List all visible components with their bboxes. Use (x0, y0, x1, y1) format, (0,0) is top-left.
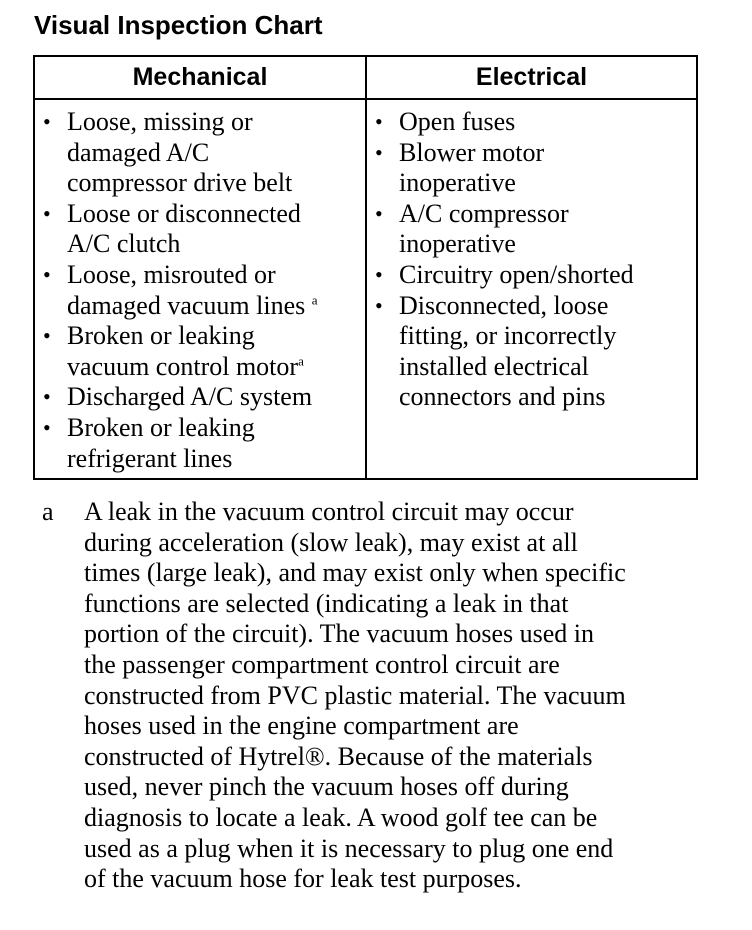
list-item (43, 321, 365, 382)
electrical-column (367, 100, 696, 478)
item-text: Broken or leaking vacuum control motor$^a$ (67, 321, 304, 381)
list-item (375, 291, 696, 413)
item-text: Loose, missing or damaged A/C compressor drive belt (67, 107, 293, 198)
item-text: A/C compressor inoperative (399, 198, 569, 259)
bullet: • (375, 109, 383, 134)
list-item (375, 138, 696, 199)
bullet: • (375, 200, 383, 226)
mechanical-column (35, 100, 367, 478)
bullet: • (375, 139, 383, 165)
bullet: • (43, 414, 51, 440)
bullet: • (43, 261, 51, 287)
footnote (42, 497, 702, 895)
mechanical-header: Mechanical (35, 57, 367, 100)
list-item (375, 260, 696, 291)
list-item (43, 107, 365, 199)
item-text: Disconnected, loose fitting, or incorrectly installed electrical connectors and pins (399, 290, 617, 412)
item-text: Loose or disconnected A/C clutch (67, 198, 301, 259)
bullet: • (43, 323, 51, 349)
list-item (43, 199, 365, 260)
item-text: Blower motor inoperative (399, 137, 545, 198)
list-item (375, 199, 696, 260)
electrical-list (375, 107, 696, 413)
list-item (43, 413, 365, 474)
list-item (43, 260, 365, 321)
page-title: Visual Inspection Chart (34, 10, 323, 40)
item-text: Broken or leaking refrigerant lines (67, 412, 255, 473)
footnote-marker: a (311, 291, 318, 307)
item-text: Circuitry open/shorted (399, 259, 634, 289)
bullet: • (375, 292, 383, 318)
electrical-header: Electrical (367, 57, 696, 100)
list-item (375, 107, 696, 138)
bullet: • (43, 200, 51, 226)
bullet: • (43, 384, 51, 410)
inspection-table (33, 55, 698, 480)
item-text: Loose, misrouted or damaged vacuum lines $^a$ (67, 259, 318, 320)
item-text: Discharged A/C system (67, 382, 313, 412)
footnote-text: A leak in the vacuum control circuit may occur during acceleration (slow leak), may exist at all times (large leak), and may exist only when specific functions are selected (indicating a leak in that portion of the circuit). The vacuum hoses used in the passenger compartment control circuit are constructed from PVC plastic material. The vacuum hoses used in the engine compartment are constructed of Hytrel®. Because of the materials used, never pinch the vacuum hoses off during diagnosis to locate a leak. A wood golf tee can be used as a plug when it is necessary to plug one end of the vacuum hose for leak test purposes. (84, 497, 626, 894)
bullet: • (375, 261, 383, 287)
footnote-label: a (42, 497, 54, 526)
mechanical-list (43, 107, 365, 474)
footnote-marker: a (298, 353, 304, 369)
list-item (43, 382, 365, 413)
bullet: • (43, 109, 51, 134)
item-text: Open fuses (399, 107, 516, 136)
